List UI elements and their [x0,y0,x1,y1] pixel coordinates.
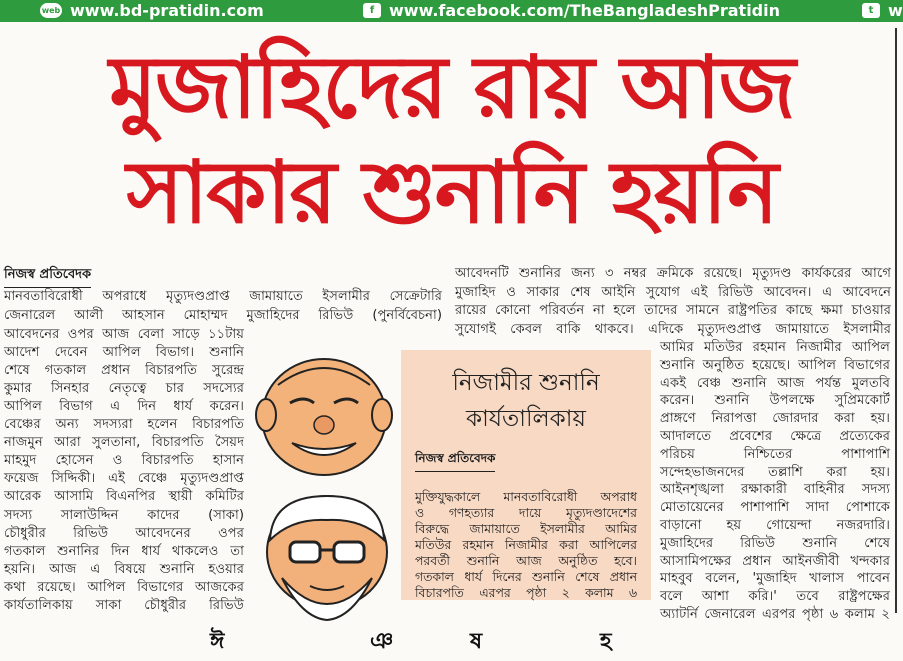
article-line: মুজাহিদের রিভিউ শুনানি শেষে [660,535,890,551]
web-icon: web [40,3,62,18]
article-line: মোতায়েনের পাশাপাশি সাদা পোশাকে [660,500,890,516]
main-byline: নিজস্ব প্রতিবেদক [4,265,91,288]
article-line: সদস্য সালাউদ্দিন কাদের (সাকা) [4,507,244,523]
article-line: আবেদনটি শুনানির জন্য ৩ নম্বর ক্রমিকে রয়েছে। মৃত্যুদণ্ড কার্যকরের আগে [455,266,891,281]
article-line: সন্দেহভাজনদের তল্লাশি করা হয়। [660,464,890,480]
box-title-line-2: কার্যতালিকায় [466,406,586,432]
box-byline: নিজস্ব প্রতিবেদক [415,450,495,472]
caricature-portrait-2 [252,490,402,630]
website-link[interactable] [40,1,264,20]
facebook-text: www.facebook.com/TheBangladeshPratidin [389,1,781,20]
article-line: মাহবুব বলেন, 'মুজাহিদ খালাস পাবেন [660,571,890,587]
twitter-link[interactable] [862,1,903,20]
article-line: প্রাঙ্গণে নিরাপত্তা জোরদার করা হয়। [660,411,890,427]
article-line: আমির মতিউর রহমান নিজামীর আপিল [660,340,890,355]
twitter-text: w [888,1,903,20]
caricature-portrait-1 [248,355,400,485]
article-line: মতিউর রহমান নিজামীর করা আপিলের [415,537,637,552]
article-line: শুনানি অনুষ্ঠিত হয়েছে। আপিল বিভাগের [660,357,890,373]
article-line: জেনারেল আলী আহসান মোহাম্মদ মুজাহিদের রিভিউ (পুনর্বিবেচনা) [4,307,442,323]
headline-line-2: সাকার শুনানি হয়নি [126,143,777,243]
article-line: বাড়ানো হয় গোয়েন্দা নজরদারি। [660,518,890,533]
article-line: গতকাল ধার্য দিনের শুনানি শেষে প্রধান [415,569,637,584]
article-line: আইনশৃঙ্খলা রক্ষাকারী বাহিনীর সদস্য [660,482,890,498]
article-line: বেঞ্চের অন্য সদস্যরা হলেন বিচারপতি [4,417,244,432]
article-line: পরিচয় নিশ্চিতের পাশাপাশি [660,446,890,462]
sidebar-news-box [401,350,651,600]
article-line: ফয়েজ সিদ্দিকী। এই বেঞ্চে মৃত্যুদণ্ডপ্রাপ্ত [4,471,244,487]
article-line: মুক্তিযুদ্ধকালে মানবতাবিরোধী অপরাধ [415,489,637,504]
article-line: নাজমুন আরা সুলতানা, বিচারপতি সৈয়দ [4,435,244,451]
article-line: আপিল বিভাগ এ দিন ধার্য করেন। [4,398,244,414]
article-line: মাহমুদ হোসেন ও বিচারপতি হাসান [4,453,244,469]
article-line: মানবতাবিরোধী অপরাধে মৃত্যুদণ্ডপ্রাপ্ত জামায়াতে ইসলামীর সেক্রেটারি [4,289,442,304]
article-line: বলে আশা করি।' তবে রাষ্ট্রপক্ষের [660,589,890,605]
article-line: হয়নি। আজ এ বিষয়ে শুনানি হওয়ার [4,561,244,577]
article-line: অ্যাটর্নি জেনারেল এরপর পৃষ্ঠা ৬ কলাম ২ [660,607,890,622]
twitter-icon: t [862,3,880,18]
article-line: মুজাহিদ ও সাকার শেষ আইনি সুযোগ এই রিভিউ আবেদন। এ আবেদনে [455,284,891,300]
article-line: আসামিপক্ষের প্রধান আইনজীবী খন্দকার [660,553,890,569]
article-line: চৌধুরীর রিভিউ আবেদনের ওপর [4,525,244,541]
next-headline-strip: ঈ ঞ ষ হ [210,629,612,654]
article-line: একই বেঞ্চ শুনানি আজ পর্যন্ত মুলতবি [660,375,890,391]
headline-line-1: মুজাহিদের রায় আজ [109,38,794,138]
website-text: www.bd-pratidin.com [70,1,264,20]
article-line: সুযোগই কেবল বাকি থাকবে। এদিকে মৃত্যুদণ্ডপ্রাপ্ত জামায়াতে ইসলামীর [455,321,891,337]
article-line: গতকাল শুনানির দিন ধার্য থাকলেও তা [4,543,244,559]
article-line: কুমার সিনহার নেতৃত্বে চার সদস্যের [4,380,244,396]
box-title-line-1: নিজামীর শুনানি [452,370,600,396]
article-line: কথা রয়েছে। আপিল বিভাগের আজকের [4,579,244,595]
article-line: পরবর্তী শুনানি আজ অনুষ্ঠিত হবে। [415,553,637,568]
article-line: বিরুদ্ধে জামায়াতে ইসলামীর আমির [415,521,637,536]
article-line: করেন। শুনানি উপলক্ষে সুপ্রিমকোর্ট [660,393,890,409]
article-line: কার্যতালিকায় সাকা চৌধুরীর রিভিউ [4,598,244,613]
article-line: আদেশ দেবেন আপিল বিভাগ। শুনানি [4,344,244,360]
facebook-link[interactable] [363,1,780,20]
article-line: আদালতে প্রবেশের ক্ষেত্রে প্রত্যেকের [660,429,890,444]
facebook-icon: f [363,3,381,18]
top-banner [0,0,903,22]
article-line: রায়ের কোনো পরিবর্তন না হলে তাদের সামনে রাষ্ট্রপতির কাছে ক্ষমা চাওয়ার [455,303,891,318]
article-line: ও গণহত্যার দায়ে মৃত্যুদণ্ডাদেশের [415,505,637,520]
article-line: আবেদনের ওপর আজ বেলা সাড়ে ১১টায় [4,326,244,342]
article-line: শেষে গতকাল প্রধান বিচারপতি সুরেন্দ্র [4,362,244,378]
article-line: আরেক আসামি বিএনপির স্থায়ী কমিটির [4,489,244,505]
article-line: বিচারপতি এরপর পৃষ্ঠা ২ কলাম ৬ [415,585,637,600]
column-divider [895,28,897,613]
